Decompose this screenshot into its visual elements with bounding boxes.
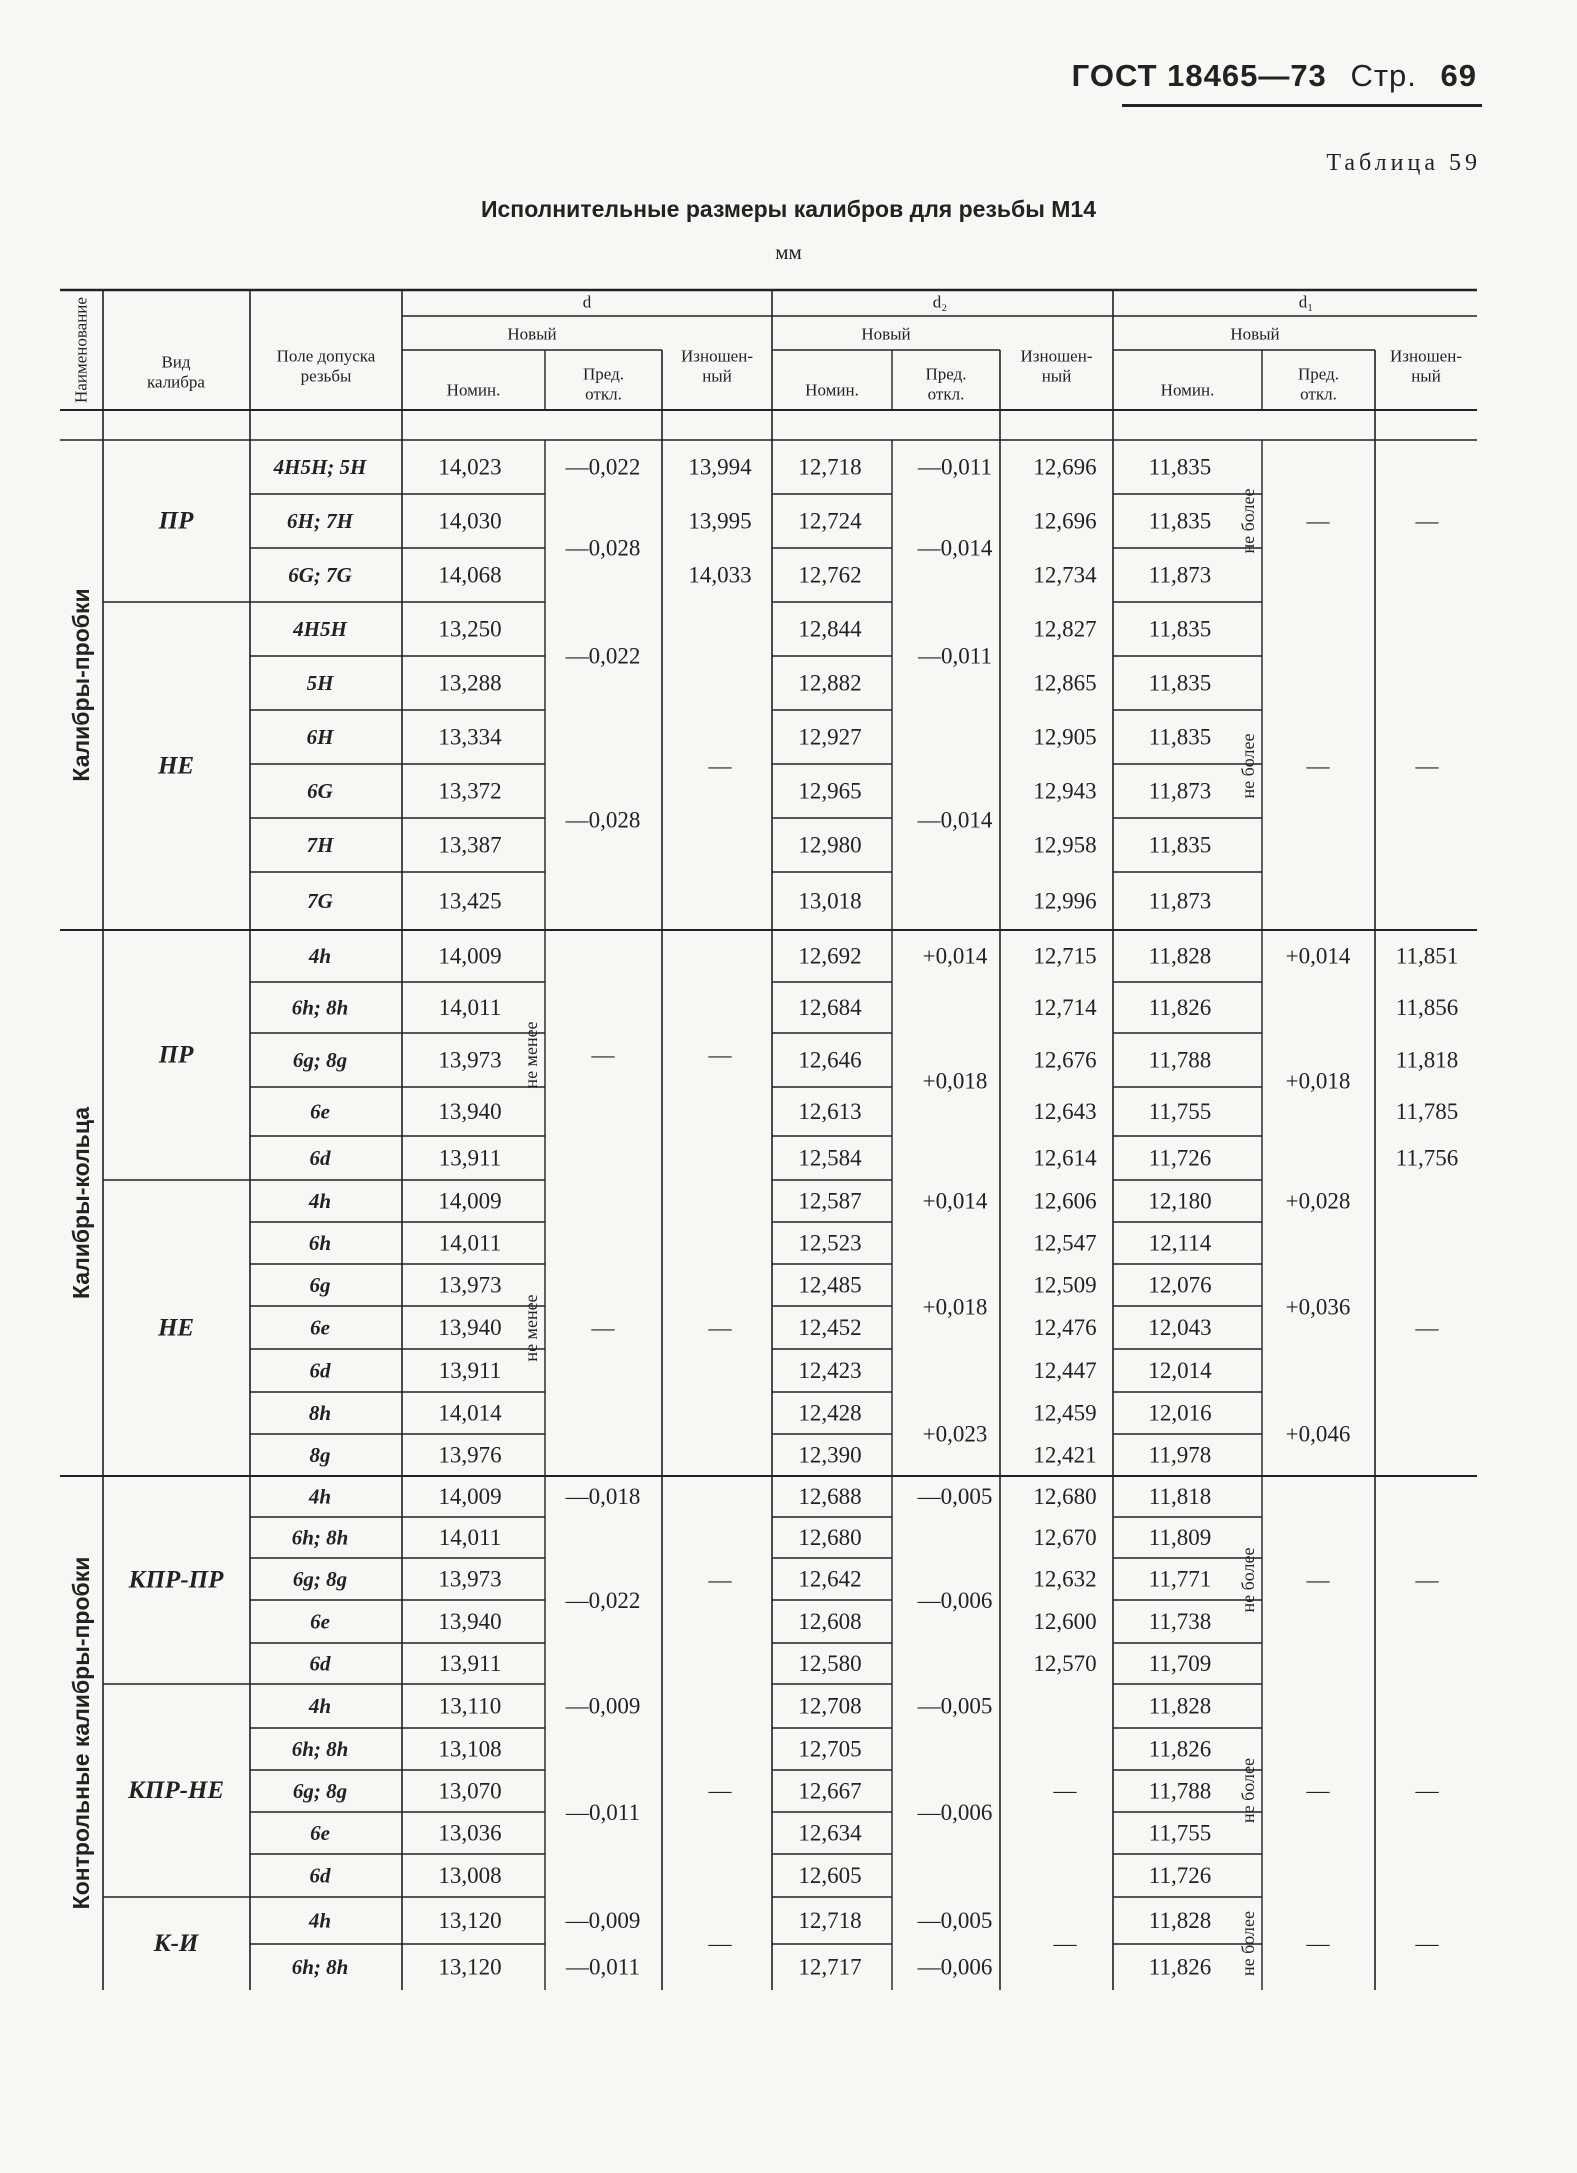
- d1-nom-11: 11,788: [1148, 1047, 1212, 1073]
- d2-worn-7: 12,958: [1033, 832, 1097, 858]
- d2-nom-16: 12,485: [798, 1272, 862, 1298]
- d-nom-20: 13,976: [438, 1442, 502, 1468]
- d2-nom-26: 12,708: [798, 1693, 862, 1719]
- d-nom-31: 13,120: [438, 1908, 502, 1933]
- gauge-type-3: НЕ: [157, 1314, 195, 1342]
- d2-nom-5: 12,927: [798, 724, 862, 750]
- d1-worn-dash-1: —: [1415, 753, 1439, 779]
- d1-nom-2: 11,873: [1148, 562, 1212, 588]
- d2-nom-10: 12,684: [798, 995, 862, 1020]
- table-title: Исполнительные размеры калибров для резьбы М14: [480, 196, 1097, 222]
- d-dev-7: —0,011: [566, 1800, 640, 1825]
- d2-nom-19: 12,428: [798, 1400, 862, 1426]
- d2-nom-32: 12,717: [798, 1954, 862, 1980]
- d1-nom-24: 11,738: [1148, 1609, 1212, 1634]
- d1-worn-dash-5: —: [1415, 1931, 1439, 1956]
- d-nom-16: 13,973: [438, 1272, 502, 1298]
- d-dev-9: —0,011: [566, 1954, 640, 1980]
- d1-nom-26: 11,828: [1148, 1693, 1212, 1719]
- d1-worn-11: 11,818: [1395, 1047, 1459, 1073]
- d2-worn-4: 12,865: [1033, 670, 1097, 696]
- d2-dev-6: +0,014: [922, 1188, 988, 1214]
- field-5: 6H: [306, 725, 334, 749]
- d-worn-dash-2: —: [708, 1315, 732, 1341]
- d-dev-8: —0,009: [565, 1908, 641, 1933]
- not-more-3: не более: [1238, 1757, 1258, 1824]
- field-18: 6d: [309, 1358, 331, 1383]
- d2-worn-2: 12,734: [1033, 562, 1097, 588]
- header-nom-d2: Номин.: [805, 380, 859, 400]
- d1-dev-dash-4: —: [1306, 1931, 1330, 1956]
- d-nom-19: 14,014: [438, 1400, 502, 1426]
- field-8: 7G: [307, 889, 333, 913]
- not-more-2: не более: [1238, 1547, 1258, 1613]
- d1-nom-27: 11,826: [1148, 1736, 1212, 1762]
- header-worn2-d2: ный: [1041, 366, 1072, 386]
- d-nom-28: 13,070: [438, 1778, 502, 1804]
- d-dev-4: —0,018: [565, 1484, 641, 1509]
- d2-worn-9: 12,715: [1033, 943, 1097, 969]
- field-7: 7H: [306, 833, 334, 857]
- d-dev-1: —0,028: [565, 535, 641, 561]
- field-21: 4h: [308, 1484, 332, 1509]
- group-label-0: Калибры-пробки: [68, 588, 94, 782]
- d1-dev-dash-1: —: [1306, 753, 1330, 779]
- d2-nom-18: 12,423: [798, 1358, 862, 1383]
- field-4: 5H: [306, 671, 334, 695]
- d-nom-13: 13,911: [438, 1145, 502, 1171]
- d1-dev-2: +0,028: [1285, 1188, 1351, 1214]
- d-nom-11: 13,973: [438, 1047, 502, 1073]
- d1-dev-1: +0,018: [1285, 1068, 1351, 1094]
- d-worn-dash-4: —: [708, 1778, 732, 1803]
- field-30: 6d: [309, 1863, 331, 1888]
- d2-dev-1: —0,014: [917, 535, 993, 561]
- d1-dev-dash-0: —: [1306, 508, 1330, 534]
- d1-nom-30: 11,726: [1148, 1863, 1212, 1888]
- d2-worn-dash-0: —: [1053, 1778, 1077, 1803]
- d1-nom-20: 11,978: [1148, 1442, 1212, 1468]
- d2-nom-27: 12,705: [798, 1736, 862, 1762]
- d1-worn-dash-2: —: [1415, 1315, 1439, 1341]
- field-22: 6h; 8h: [291, 1525, 349, 1550]
- d1-worn-dash-0: —: [1415, 508, 1439, 534]
- d-dev-6: —0,009: [565, 1693, 641, 1719]
- standard-number: ГОСТ 18465—73: [1071, 58, 1327, 93]
- d2-dev-13: —0,005: [917, 1908, 993, 1933]
- d2-worn-0: 12,696: [1033, 454, 1097, 480]
- d2-nom-17: 12,452: [798, 1315, 862, 1340]
- d-nom-21: 14,009: [438, 1484, 502, 1509]
- d1-nom-6: 11,873: [1148, 778, 1212, 804]
- d1-nom-14: 12,180: [1148, 1188, 1212, 1214]
- header-kind-2: калибра: [147, 372, 205, 392]
- d1-nom-21: 11,818: [1148, 1484, 1212, 1509]
- group-label-1: Калибры-кольца: [68, 1106, 94, 1300]
- d1-nom-32: 11,826: [1148, 1954, 1212, 1980]
- d2-worn-16: 12,509: [1033, 1272, 1097, 1298]
- d2-worn-14: 12,606: [1033, 1188, 1097, 1214]
- d2-nom-7: 12,980: [798, 832, 862, 858]
- d-nom-29: 13,036: [438, 1820, 502, 1846]
- header-name: Наименование: [71, 297, 91, 403]
- d1-nom-18: 12,014: [1148, 1358, 1212, 1383]
- d2-dev-2: —0,011: [918, 643, 992, 669]
- d2-nom-2: 12,762: [798, 562, 862, 588]
- d1-worn-dash-3: —: [1415, 1567, 1439, 1593]
- field-17: 6e: [310, 1315, 330, 1340]
- d1-nom-16: 12,076: [1148, 1272, 1212, 1298]
- d-nom-10: 14,011: [438, 995, 502, 1020]
- header-worn2-d1: ный: [1411, 366, 1441, 386]
- field-11: 6g; 8g: [292, 1048, 348, 1072]
- d2-nom-25: 12,580: [798, 1651, 862, 1676]
- header-worn-d: Изношен-: [681, 346, 753, 366]
- field-1: 6H; 7H: [287, 509, 353, 533]
- field-29: 6e: [310, 1821, 330, 1845]
- d2-nom-22: 12,680: [798, 1525, 862, 1550]
- header-nom-d1: Номин.: [1160, 380, 1215, 400]
- d2-nom-11: 12,646: [798, 1047, 862, 1073]
- d2-dev-14: —0,006: [917, 1954, 993, 1980]
- header-dev2-d1: откл.: [1300, 384, 1337, 404]
- d1-worn-10: 11,856: [1395, 995, 1459, 1020]
- d1-dev-dash-2: —: [1306, 1567, 1330, 1593]
- d2-dev-12: —0,006: [917, 1800, 993, 1825]
- field-12: 6e: [310, 1099, 330, 1124]
- d1-nom-28: 11,788: [1148, 1778, 1212, 1804]
- d1-worn-9: 11,851: [1395, 943, 1459, 969]
- d2-worn-11: 12,676: [1033, 1047, 1097, 1073]
- table-units: мм: [775, 240, 802, 264]
- d-dev-0: —0,022: [565, 454, 641, 480]
- field-3: 4H5H: [293, 617, 347, 641]
- field-23: 6g; 8g: [292, 1567, 348, 1591]
- d-nom-7: 13,387: [438, 832, 502, 858]
- d2-nom-20: 12,390: [798, 1442, 862, 1468]
- d1-nom-19: 12,016: [1148, 1400, 1212, 1426]
- d-worn-0: 13,994: [688, 454, 752, 480]
- d2-worn-1: 12,696: [1033, 508, 1097, 534]
- d1-nom-29: 11,755: [1148, 1820, 1212, 1846]
- d1-nom-7: 11,835: [1148, 832, 1212, 858]
- d1-nom-12: 11,755: [1148, 1099, 1212, 1124]
- field-9: 4h: [308, 944, 332, 968]
- header-dev2-d2: откл.: [927, 384, 965, 404]
- not-less-1: не менее: [521, 1294, 541, 1362]
- d-worn-dash-5: —: [708, 1931, 732, 1956]
- gauge-type-5: КПР-НЕ: [127, 1777, 225, 1804]
- header-worn2-d: ный: [702, 366, 732, 386]
- d1-nom-4: 11,835: [1148, 670, 1212, 696]
- d1-nom-0: 11,835: [1148, 454, 1212, 480]
- d2-worn-20: 12,421: [1033, 1442, 1097, 1468]
- d1-nom-10: 11,826: [1148, 995, 1212, 1020]
- field-13: 6d: [309, 1146, 331, 1170]
- d1-nom-1: 11,835: [1148, 508, 1212, 534]
- d2-dev-7: +0,018: [922, 1294, 988, 1320]
- field-0: 4H5H; 5H: [273, 455, 367, 479]
- d-nom-23: 13,973: [438, 1566, 502, 1592]
- d-dev-5: —0,022: [565, 1588, 641, 1613]
- d2-nom-0: 12,718: [798, 454, 862, 480]
- header-field: Поле допуска: [276, 346, 376, 366]
- header-d: d: [582, 292, 592, 312]
- d2-nom-28: 12,667: [798, 1778, 862, 1804]
- d2-nom-1: 12,724: [798, 508, 862, 534]
- field-6: 6G: [307, 779, 333, 803]
- d2-nom-24: 12,608: [798, 1609, 862, 1634]
- d-dev-dash-0: —: [591, 1042, 615, 1068]
- d1-worn-13: 11,756: [1395, 1145, 1459, 1171]
- d-worn-dash-0: —: [708, 753, 732, 779]
- d-worn-dash-3: —: [708, 1567, 732, 1593]
- d-nom-9: 14,009: [438, 943, 502, 969]
- header-worn-d2: Изношен-: [1020, 346, 1093, 366]
- d2-nom-4: 12,882: [798, 670, 862, 696]
- d1-nom-13: 11,726: [1148, 1145, 1212, 1171]
- field-25: 6d: [309, 1651, 331, 1676]
- d-nom-8: 13,425: [438, 888, 502, 914]
- field-15: 6h: [308, 1231, 332, 1255]
- d-nom-4: 13,288: [438, 670, 502, 696]
- d1-worn-dash-4: —: [1415, 1778, 1439, 1803]
- header-kind: Вид: [161, 352, 191, 372]
- d2-dev-10: —0,006: [917, 1588, 993, 1613]
- d2-worn-19: 12,459: [1033, 1400, 1097, 1426]
- d-nom-32: 13,120: [438, 1954, 502, 1980]
- d2-nom-30: 12,605: [798, 1863, 862, 1888]
- d2-nom-12: 12,613: [798, 1099, 862, 1124]
- d2-dev-9: —0,005: [917, 1484, 993, 1509]
- field-31: 4h: [308, 1908, 332, 1933]
- gauge-type-1: НЕ: [157, 752, 195, 780]
- d-nom-0: 14,023: [438, 454, 502, 480]
- d-worn-2: 14,033: [688, 562, 752, 588]
- d-worn-dash-1: —: [708, 1042, 732, 1068]
- d1-dev-4: +0,046: [1285, 1421, 1351, 1447]
- d2-nom-8: 13,018: [798, 888, 862, 914]
- header-dev2-d: откл.: [585, 384, 622, 404]
- d2-nom-29: 12,634: [798, 1820, 862, 1846]
- d2-nom-31: 12,718: [798, 1908, 862, 1933]
- header-d2: d₂: [932, 292, 948, 312]
- gauge-type-6: К-И: [153, 1930, 199, 1957]
- group-label-2: Контрольные калибры-пробки: [68, 1556, 94, 1910]
- d1-nom-17: 12,043: [1148, 1315, 1212, 1340]
- field-16: 6g: [309, 1273, 331, 1297]
- header-dev-d: Пред.: [583, 364, 624, 384]
- page-number: 69: [1440, 58, 1477, 93]
- field-26: 4h: [308, 1694, 332, 1718]
- header-new-d2: Новый: [861, 324, 911, 344]
- d2-nom-21: 12,688: [798, 1484, 862, 1509]
- field-14: 4h: [308, 1189, 332, 1213]
- d-nom-14: 14,009: [438, 1188, 502, 1214]
- d2-worn-10: 12,714: [1033, 995, 1097, 1020]
- header-new-d: Новый: [507, 324, 557, 344]
- d2-dev-8: +0,023: [922, 1421, 988, 1447]
- d-nom-30: 13,008: [438, 1863, 502, 1888]
- not-less-0: не менее: [521, 1021, 541, 1089]
- field-27: 6h; 8h: [291, 1737, 349, 1761]
- d2-worn-5: 12,905: [1033, 724, 1097, 750]
- gauge-type-0: ПР: [158, 507, 194, 535]
- field-28: 6g; 8g: [292, 1779, 348, 1803]
- d2-nom-6: 12,965: [798, 778, 862, 804]
- field-20: 8g: [309, 1443, 331, 1467]
- d-nom-2: 14,068: [438, 562, 502, 588]
- d1-dev-dash-3: —: [1306, 1778, 1330, 1803]
- d2-worn-25: 12,570: [1033, 1651, 1097, 1676]
- d1-dev-3: +0,036: [1285, 1294, 1351, 1320]
- d-nom-27: 13,108: [438, 1736, 502, 1762]
- d2-worn-22: 12,670: [1033, 1525, 1097, 1550]
- d1-nom-3: 11,835: [1148, 616, 1212, 642]
- d2-worn-8: 12,996: [1033, 888, 1097, 914]
- d1-dev-0: +0,014: [1285, 943, 1351, 969]
- d-nom-26: 13,110: [438, 1693, 502, 1719]
- field-32: 6h; 8h: [291, 1955, 349, 1979]
- d1-worn-12: 11,785: [1395, 1099, 1459, 1124]
- d2-dev-3: —0,014: [917, 807, 993, 833]
- d-nom-12: 13,940: [438, 1099, 502, 1124]
- d2-worn-6: 12,943: [1033, 778, 1097, 804]
- d-nom-3: 13,250: [438, 616, 502, 642]
- field-19: 8h: [308, 1401, 332, 1425]
- d1-nom-31: 11,828: [1148, 1908, 1212, 1933]
- page-label: Стр.: [1350, 58, 1417, 93]
- header-dev-d2: Пред.: [925, 364, 967, 384]
- header-dev-d1: Пред.: [1298, 364, 1339, 384]
- header-worn-d1: Изношен-: [1390, 346, 1462, 366]
- d2-dev-5: +0,018: [922, 1068, 988, 1094]
- d-nom-5: 13,334: [438, 724, 502, 750]
- d2-nom-3: 12,844: [798, 616, 862, 642]
- d-nom-24: 13,940: [438, 1609, 502, 1634]
- table-number: Таблица 59: [1326, 150, 1481, 176]
- d-dev-2: —0,022: [565, 643, 641, 669]
- d2-worn-23: 12,632: [1033, 1566, 1097, 1592]
- d2-worn-18: 12,447: [1033, 1358, 1097, 1383]
- d-nom-17: 13,940: [438, 1315, 502, 1340]
- d2-worn-3: 12,827: [1033, 616, 1097, 642]
- d2-worn-dash-1: —: [1053, 1931, 1077, 1956]
- d2-worn-12: 12,643: [1033, 1099, 1097, 1124]
- d1-nom-15: 12,114: [1148, 1230, 1212, 1256]
- d1-nom-8: 11,873: [1148, 888, 1212, 914]
- d2-nom-9: 12,692: [798, 943, 862, 969]
- d2-worn-21: 12,680: [1033, 1484, 1097, 1509]
- d2-nom-15: 12,523: [798, 1230, 862, 1256]
- d1-nom-5: 11,835: [1148, 724, 1212, 750]
- d-dev-3: —0,028: [565, 807, 641, 833]
- d2-worn-17: 12,476: [1033, 1315, 1097, 1340]
- d-nom-6: 13,372: [438, 778, 502, 804]
- d2-nom-13: 12,584: [798, 1145, 862, 1171]
- field-10: 6h; 8h: [291, 995, 349, 1020]
- d2-dev-4: +0,014: [922, 943, 988, 969]
- d2-dev-0: —0,011: [918, 454, 992, 480]
- d2-nom-23: 12,642: [798, 1566, 862, 1592]
- d1-nom-23: 11,771: [1148, 1566, 1212, 1592]
- gauge-type-4: КПР-ПР: [128, 1566, 224, 1594]
- d-dev-dash-1: —: [591, 1315, 615, 1341]
- d2-worn-24: 12,600: [1033, 1609, 1097, 1634]
- not-more-1: не более: [1238, 733, 1258, 799]
- d2-worn-15: 12,547: [1033, 1230, 1097, 1256]
- d2-worn-13: 12,614: [1033, 1145, 1097, 1171]
- field-2: 6G; 7G: [288, 563, 352, 587]
- header-nom-d: Номин.: [446, 380, 501, 400]
- d2-nom-14: 12,587: [798, 1188, 862, 1214]
- header-d1: d₁: [1298, 292, 1314, 312]
- d-nom-18: 13,911: [438, 1358, 502, 1383]
- d-worn-1: 13,995: [688, 508, 752, 534]
- d1-nom-25: 11,709: [1148, 1651, 1212, 1676]
- gauge-type-2: ПР: [158, 1041, 194, 1069]
- not-more-0: не более: [1238, 488, 1258, 554]
- d-nom-1: 14,030: [438, 508, 502, 534]
- header-new-d1: Новый: [1230, 324, 1280, 344]
- d2-dev-11: —0,005: [917, 1693, 993, 1719]
- d1-nom-9: 11,828: [1148, 943, 1212, 969]
- header-field-2: резьбы: [300, 366, 352, 386]
- d-nom-22: 14,011: [438, 1525, 502, 1550]
- field-24: 6e: [310, 1609, 330, 1634]
- d1-nom-22: 11,809: [1148, 1525, 1212, 1550]
- d-nom-15: 14,011: [438, 1230, 502, 1256]
- not-more-4: не более: [1238, 1910, 1258, 1977]
- d-nom-25: 13,911: [438, 1651, 502, 1676]
